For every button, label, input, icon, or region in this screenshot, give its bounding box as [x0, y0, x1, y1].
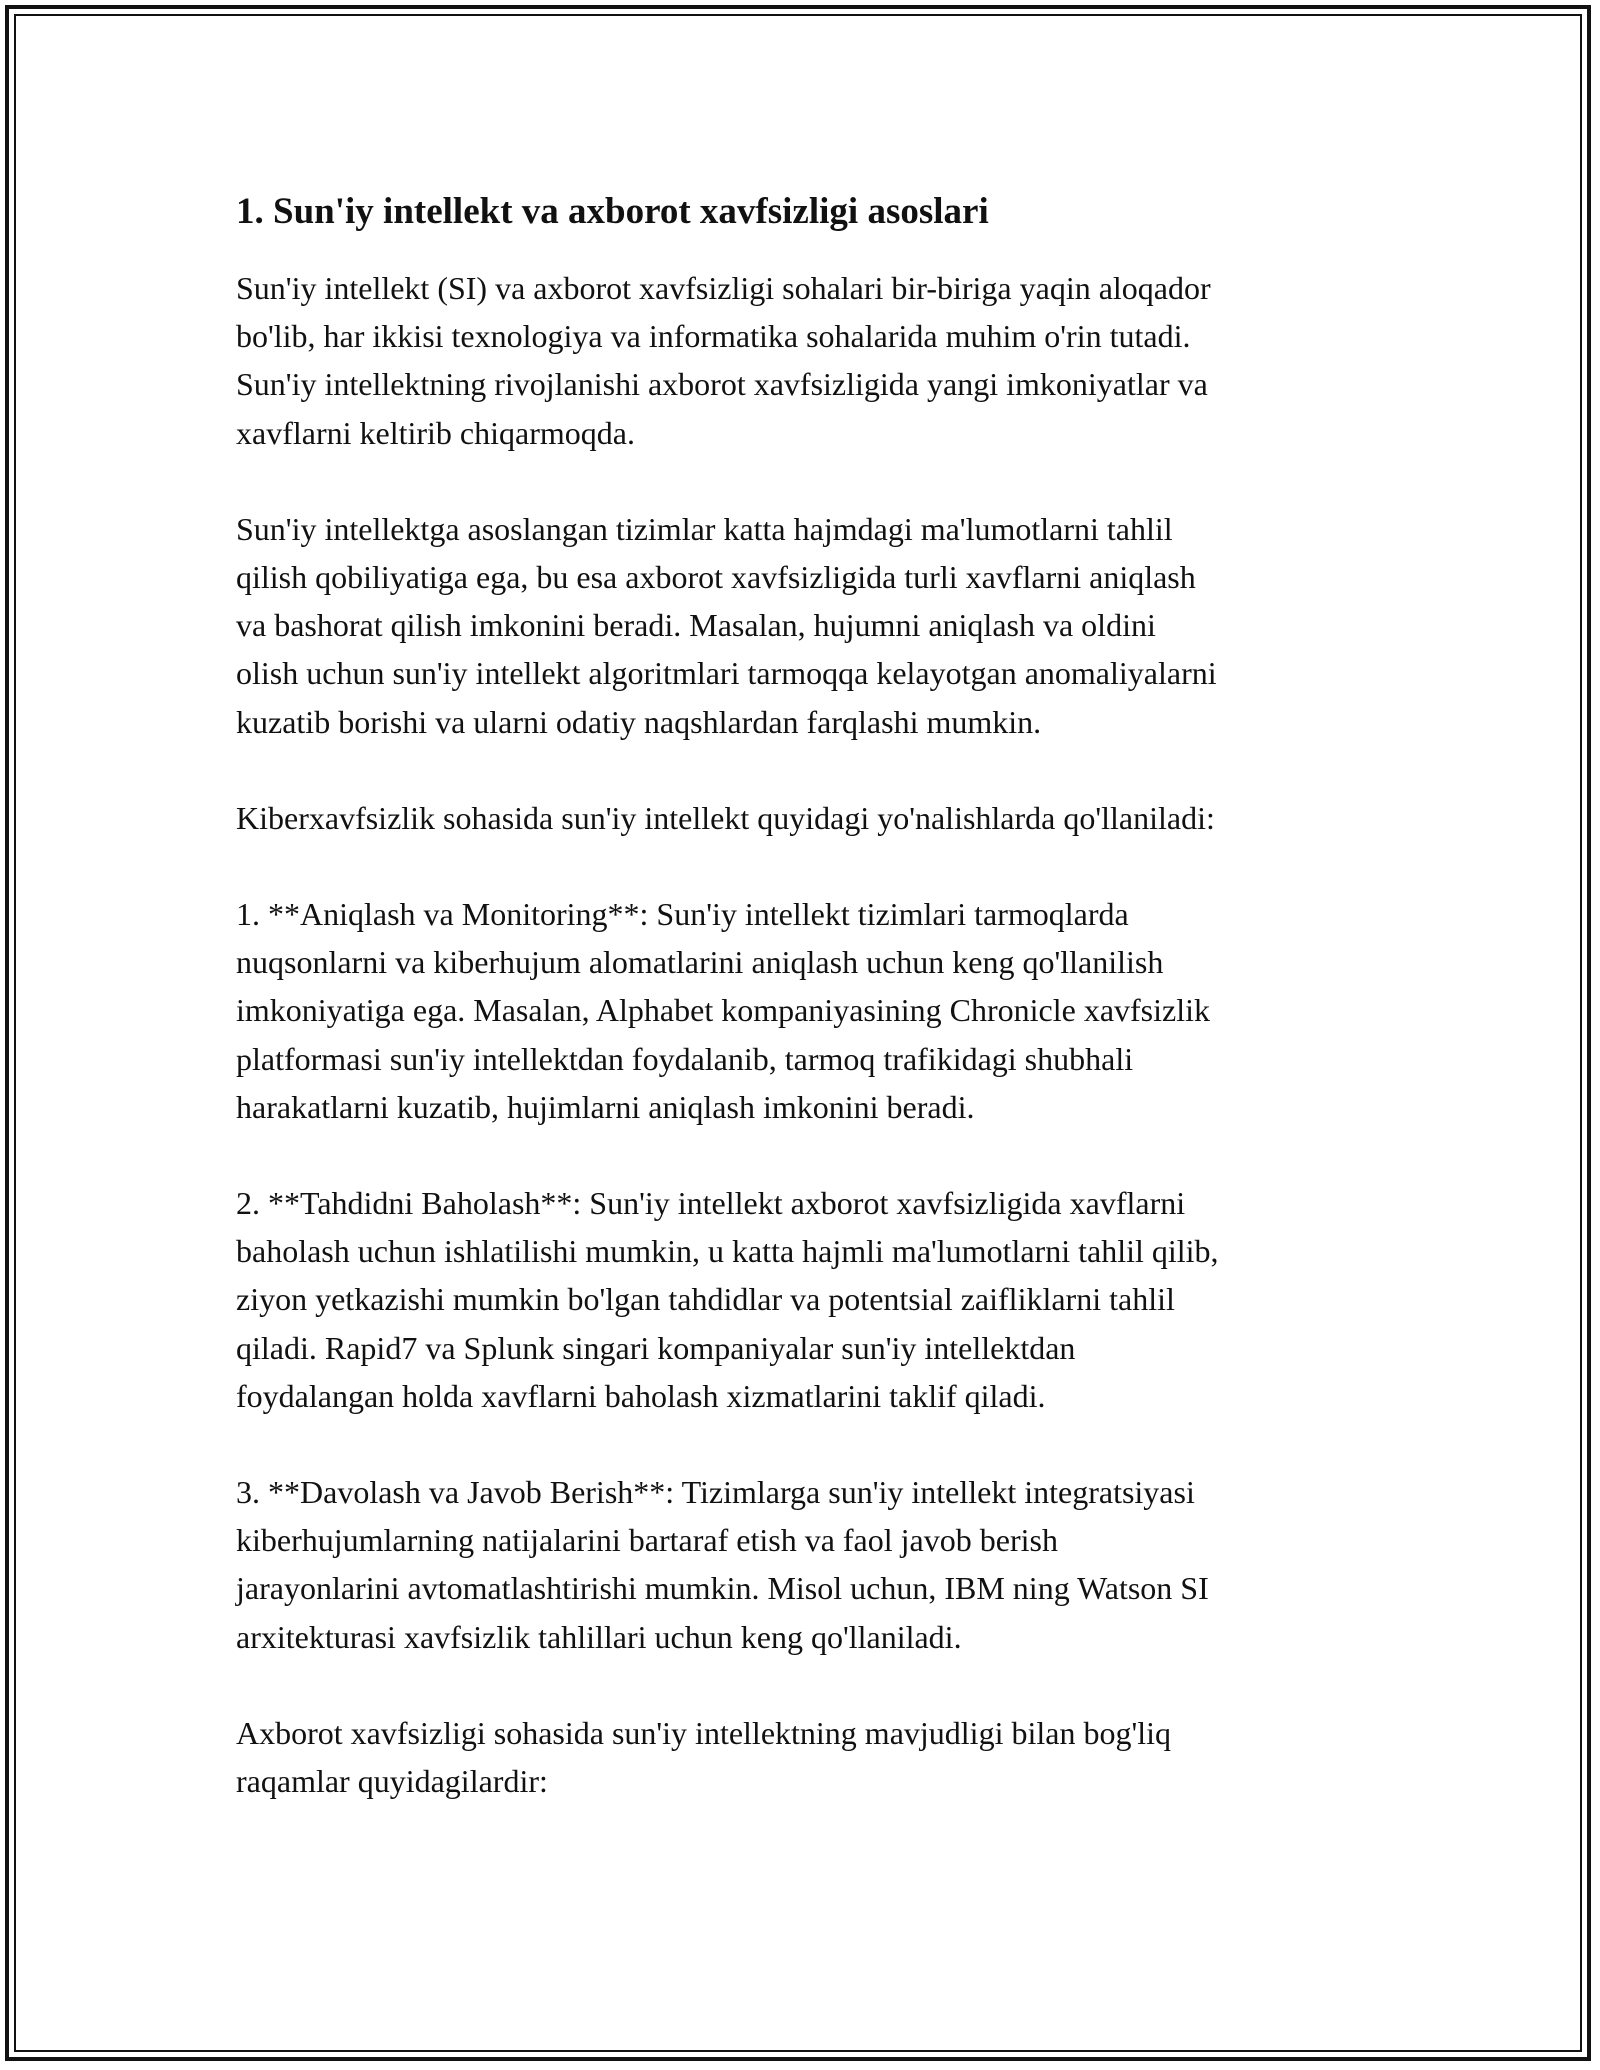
paragraph-directions-intro: Kiberxavfsizlik sohasida sun'iy intellekt quyidagi yo'nalishlarda qo'llaniladi:: [236, 799, 1215, 836]
paragraph-intro: Sun'iy intellekt (SI) va axborot xavfsizligi sohalari bir-biriga yaqin aloqador bo'lib, har ikkisi texnologiya va informatika sohalarida muhim o'rin tutadi. Sun'iy intellektning rivojlanishi axborot xavfsizligida yangi imkoniyatlar va xavflarni keltirib chiqarmoqda.: [236, 270, 1211, 451]
list-item-threat-assessment: 2. **Tahdidni Baholash**: Sun'iy intellekt axborot xavfsizligida xavflarni baholash uchun ishlatilishi mumkin, u katta hajmli ma'lumotlarni tahlil qilib, ziyon yetkazishi mumkin bo'lgan tahdidlar va potentsial zaifliklarni tahlil qiladi. Rapid7 va Splunk singari kompaniyalar sun'iy intellektdan foydalangan holda xavflarni baholash xizmatlarini taklif qiladi.: [236, 1185, 1219, 1414]
section-title: 1. Sun'iy intellekt va axborot xavfsizligi asoslari: [236, 191, 989, 232]
list-item-detection-monitoring: 1. **Aniqlash va Monitoring**: Sun'iy intellekt tizimlari tarmoqlarda nuqsonlarni va kiberhujum alomatlarini aniqlash uchun keng qo'llanilish imkoniyatiga ega. Masalan, Alphabet kompaniyasining Chronicle xavfsizlik platformasi sun'iy intellektdan foydalanib, tarmoq trafikidagi shubhali harakatlarni kuzatib, hujimlarni aniqlash imkonini beradi.: [236, 896, 1210, 1125]
document-body: [236, 186, 1376, 1805]
list-item-remediation-response: 3. **Davolash va Javob Berish**: Tizimlarga sun'iy intellekt integratsiyasi kiberhujumlarning natijalarini bartaraf etish va faol javob berish jarayonlarini avtomatlashtirishi mumkin. Misol uchun, IBM ning Watson SI arxitekturasi xavfsizlik tahlillari uchun keng qo'llaniladi.: [236, 1474, 1209, 1655]
paragraph-capabilities: Sun'iy intellektga asoslangan tizimlar katta hajmdagi ma'lumotlarni tahlil qilish qobiliyatiga ega, bu esa axborot xavfsizligida turli xavflarni aniqlash va bashorat qilish imkonini beradi. Masalan, hujumni aniqlash va oldini olish uchun sun'iy intellekt algoritmlari tarmoqqa kelayotgan anomaliyalarni kuzatib borishi va ularni odatiy naqshlardan farqlashi mumkin.: [236, 510, 1217, 740]
paragraph-figures-intro: Axborot xavfsizligi sohasida sun'iy intellektning mavjudligi bilan bog'liq raqamlar quyidagilardir:: [236, 1714, 1171, 1800]
